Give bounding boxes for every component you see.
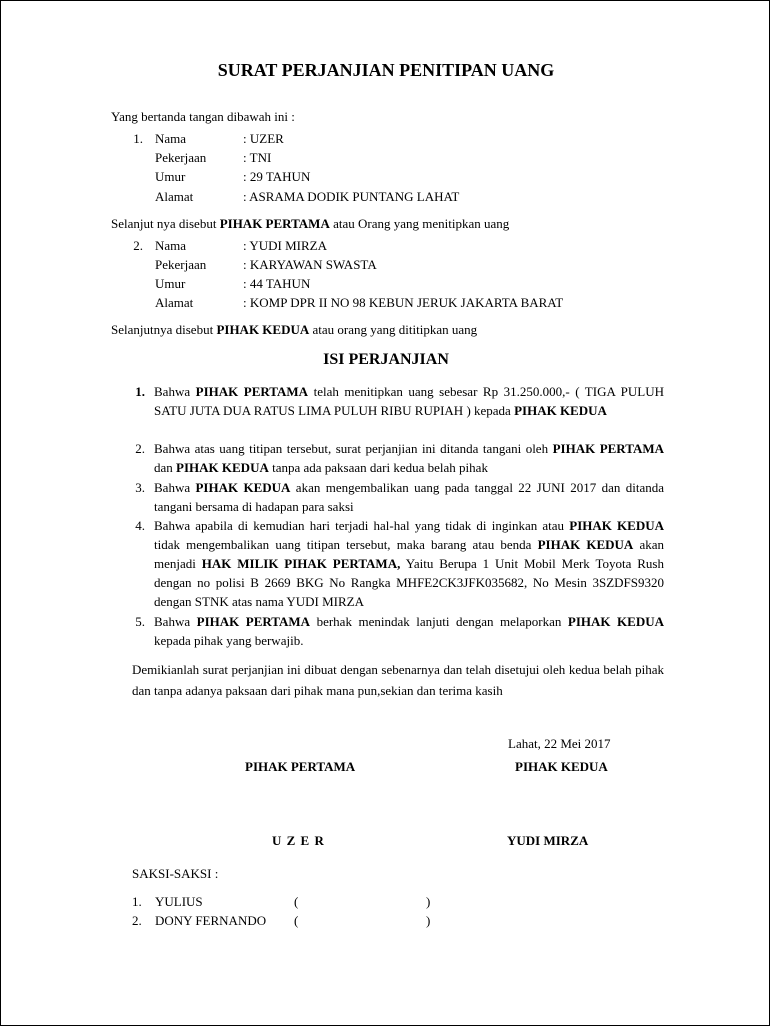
party-one-job-value: : TNI	[243, 150, 272, 165]
party-one-note: Selanjut nya disebut PIHAK PERTAMA atau Orang yang menitipkan uang	[111, 216, 510, 231]
clause-1-number: 1.	[135, 384, 145, 399]
document-title: SURAT PERJANJIAN PENITIPAN UANG	[217, 60, 555, 80]
party-one-job-label: Pekerjaan	[155, 150, 207, 165]
intro-text: Yang bertanda tangan dibawah ini :	[111, 109, 295, 124]
party-two-address-label: Alamat	[155, 295, 194, 310]
witness-2-sign-open: (	[294, 913, 299, 928]
clause-5: Bahwa PIHAK PERTAMA berhak menindak lanjuti dengan melaporkan PIHAK KEDUA kepada pihak yang berwajib.	[154, 614, 664, 648]
party-one-address-label: Alamat	[155, 189, 194, 204]
party-two-address-value: : KOMP DPR II NO 98 KEBUN JERUK JAKARTA BARAT	[243, 295, 564, 310]
witness-2-number: 2.	[132, 913, 142, 928]
witness-title: SAKSI-SAKSI :	[132, 866, 219, 881]
signer-right-role: PIHAK KEDUA	[515, 759, 608, 774]
signer-right-name: YUDI MIRZA	[507, 833, 589, 848]
clause-4: Bahwa apabila di kemudian hari terjadi hal-hal yang tidak di inginkan atau PIHAK KEDUA tidak mengembalikan uang titipan tersebut, maka barang atau benda PIHAK KEDUA akan menjadi HAK MILIK PIHAK PERTAMA, Yaitu Berupa 1 Unit Mobil Merk Toyota Rush dengan no polisi B 2669 BKG No Rangka MHFE2CK3JFK035682, No Mesin 3SZDFS9320 dengan STNK atas nama YUDI MIRZA	[154, 518, 665, 609]
place-date: Lahat, 22 Mei 2017	[508, 736, 611, 751]
clause-5-number: 5.	[135, 614, 145, 629]
signer-left-role: PIHAK PERTAMA	[245, 759, 356, 774]
party-one-name-label: Nama	[155, 131, 187, 146]
witness-2-name: DONY FERNANDO	[155, 913, 267, 928]
closing-paragraph: Demikianlah surat perjanjian ini dibuat dengan sebenarnya dan telah disetujui oleh kedua belah pihak dan tanpa adanya paksaan dari pihak mana pun,sekian dan terima kasih	[132, 662, 664, 698]
party-one-name-value: : UZER	[243, 131, 284, 146]
clause-3-number: 3.	[135, 480, 145, 495]
party-two-job-value: : KARYAWAN SWASTA	[243, 257, 377, 272]
party-one-number: 1.	[133, 131, 143, 146]
party-two-number: 2.	[133, 238, 143, 253]
witness-2-sign-close: )	[426, 913, 431, 928]
witness-1-sign-open: (	[294, 894, 299, 909]
party-one-age-label: Umur	[155, 169, 186, 184]
party-two-name-value: : YUDI MIRZA	[243, 238, 328, 253]
party-two-age-value: : 44 TAHUN	[243, 276, 311, 291]
section-title: ISI PERJANJIAN	[323, 351, 449, 368]
witness-1-name: YULIUS	[155, 894, 203, 909]
party-one-age-value: : 29 TAHUN	[243, 169, 311, 184]
party-two-name-label: Nama	[155, 238, 187, 253]
party-two-age-label: Umur	[155, 276, 186, 291]
party-two-job-label: Pekerjaan	[155, 257, 207, 272]
clause-1: Bahwa PIHAK PERTAMA telah menitipkan uang sebesar Rp 31.250.000,- ( TIGA PULUH SATU JUTA DUA RATUS LIMA PULUH RIBU RUPIAH ) kepada PIHAK KEDUA	[154, 384, 664, 418]
witness-1-sign-close: )	[426, 894, 431, 909]
clause-2: Bahwa atas uang titipan tersebut, surat perjanjian ini ditanda tangani oleh PIHAK PERTAMA dan PIHAK KEDUA tanpa ada paksaan dari kedua belah pihak	[154, 441, 664, 475]
clause-3: Bahwa PIHAK KEDUA akan mengembalikan uang pada tanggal 22 JUNI 2017 dan ditanda tangani bersama di hadapan para saksi	[154, 480, 664, 514]
party-one-address-value: : ASRAMA DODIK PUNTANG LAHAT	[243, 189, 460, 204]
clause-4-number: 4.	[135, 518, 145, 533]
witness-1-number: 1.	[132, 894, 142, 909]
signer-left-name: U Z E R	[272, 833, 325, 848]
clause-2-number: 2.	[135, 441, 145, 456]
party-two-note: Selanjutnya disebut PIHAK KEDUA atau orang yang dititipkan uang	[111, 322, 478, 337]
